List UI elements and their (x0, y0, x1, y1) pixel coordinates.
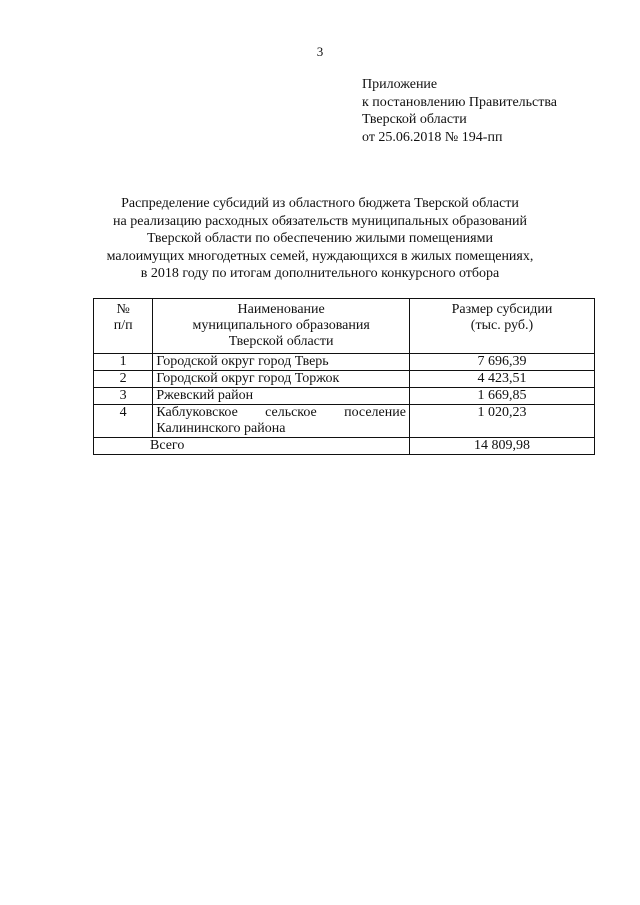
appendix-date-line: от 25.06.2018 № 194-пп (362, 129, 503, 145)
header-num-line2: п/п (113, 318, 133, 333)
row-amount: 7 696,39 (409, 354, 594, 371)
header-amount-line2: (тыс. руб.) (470, 318, 534, 333)
row-name: Ржевский район (153, 388, 410, 405)
appendix-line: Тверской области (362, 112, 467, 127)
header-name-line3: Тверской области (228, 334, 334, 349)
header-amount (409, 299, 594, 354)
header-amount-line1: Размер субсидии (451, 302, 553, 317)
table-row (94, 388, 595, 405)
title-line: на реализацию расходных обязательств муниципальных образований (113, 213, 527, 229)
total-label: Всего (94, 438, 410, 455)
row-num: 4 (94, 405, 153, 438)
total-amount: 14 809,98 (409, 438, 594, 455)
header-num-line1: № (116, 302, 130, 317)
row-name: Каблуковское сельское поселение Калининского района (153, 405, 410, 438)
header-num (94, 299, 153, 354)
header-name-line1: Наименование (237, 302, 325, 317)
table-total-row (94, 438, 595, 455)
title-line: Распределение субсидий из областного бюджета Тверской области (121, 196, 519, 211)
row-amount: 4 423,51 (409, 371, 594, 388)
header-name-line2: муниципального образования (192, 318, 370, 333)
title-line: в 2018 году по итогам дополнительного конкурсного отбора (140, 266, 500, 281)
row-num: 2 (94, 371, 153, 388)
page-number: 3 (316, 44, 324, 59)
appendix-line: к постановлению Правительства (362, 94, 558, 110)
title-line: малоимущих многодетных семей, нуждающихся в жилых помещениях, (106, 248, 534, 264)
appendix-line: Приложение (362, 77, 438, 92)
table-row (94, 405, 595, 438)
row-amount: 1 020,23 (409, 405, 594, 438)
header-name (153, 299, 410, 354)
table-row (94, 371, 595, 388)
row-name: Городской округ город Тверь (153, 354, 410, 371)
row-amount: 1 669,85 (409, 388, 594, 405)
table-row (94, 354, 595, 371)
table-header-row (94, 299, 595, 354)
document-title (60, 195, 580, 283)
appendix-block (362, 76, 557, 146)
row-name: Городской округ город Торжок (153, 371, 410, 388)
subsidy-table (93, 298, 595, 455)
row-num: 1 (94, 354, 153, 371)
title-line: Тверской области по обеспечению жилыми помещениями (147, 231, 493, 246)
row-num: 3 (94, 388, 153, 405)
